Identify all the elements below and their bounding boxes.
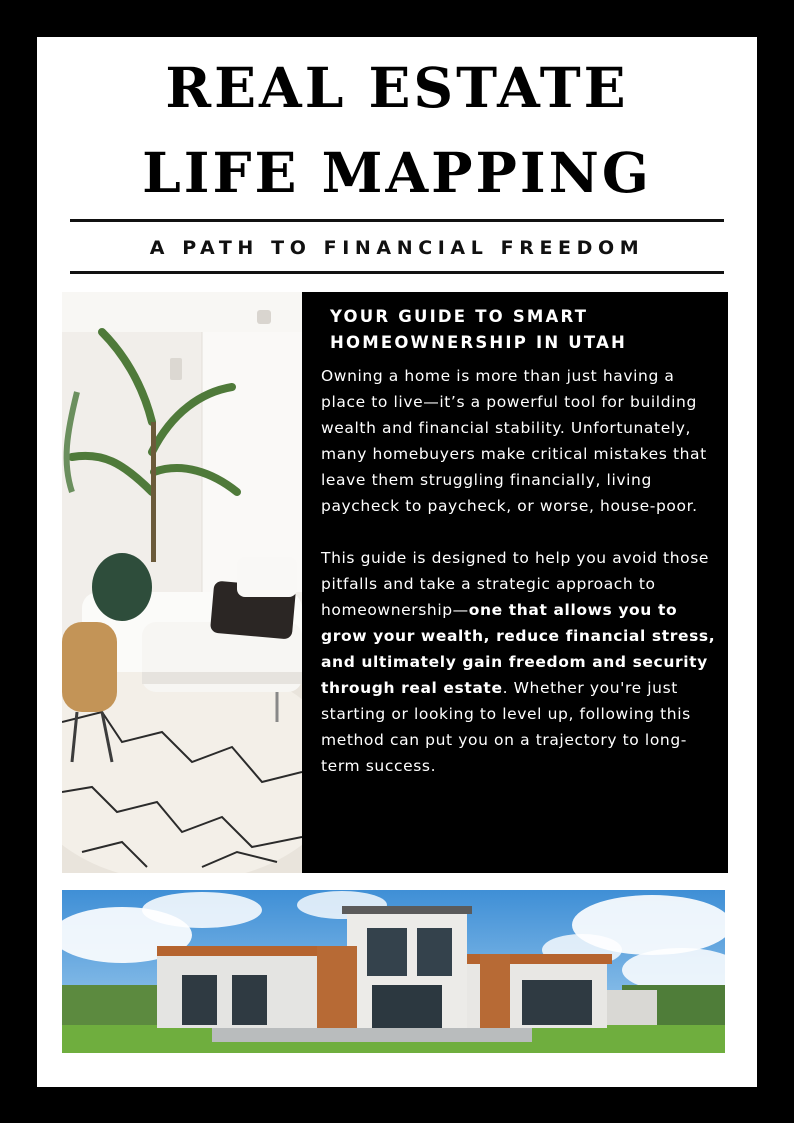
guide-heading-line-1: YOUR GUIDE TO SMART: [330, 307, 589, 326]
guide-body: [321, 363, 717, 779]
modern-house-photo: [62, 890, 725, 1053]
title-line-1: REAL ESTATE: [165, 55, 629, 120]
guide-heading-line-2: HOMEOWNERSHIP IN UTAH: [330, 333, 628, 352]
guide-heading: [330, 304, 720, 356]
guide-paragraph-2-end: . Whether you're just starting or looking to level up, following this method can put you on a trajectory to long-term success.: [321, 679, 691, 775]
subtitle: A PATH TO FINANCIAL FREEDOM: [149, 237, 645, 259]
guide-paragraph-1: Owning a home is more than just having a place to live—it’s a powerful tool for building wealth and financial stability. Unfortunately, many homebuyers make critical mistakes that leave them struggling financially, living paycheck to paycheck, or worse, house-poor.: [321, 367, 707, 515]
guide-paragraph-2: [321, 545, 717, 779]
guide-paragraph-2-start: This guide is designed to help you avoid those pitfalls and take a strategic approach to homeownership—: [321, 549, 710, 619]
guide-paragraph-2-emphasis: one that allows you to grow your wealth, reduce financial stress, and ultimately gain freedom and security through real estate: [321, 601, 716, 697]
top-divider: [70, 219, 724, 222]
bottom-divider: [70, 271, 724, 274]
living-room-photo: [62, 292, 302, 873]
title-line-2: LIFE MAPPING: [142, 140, 652, 205]
